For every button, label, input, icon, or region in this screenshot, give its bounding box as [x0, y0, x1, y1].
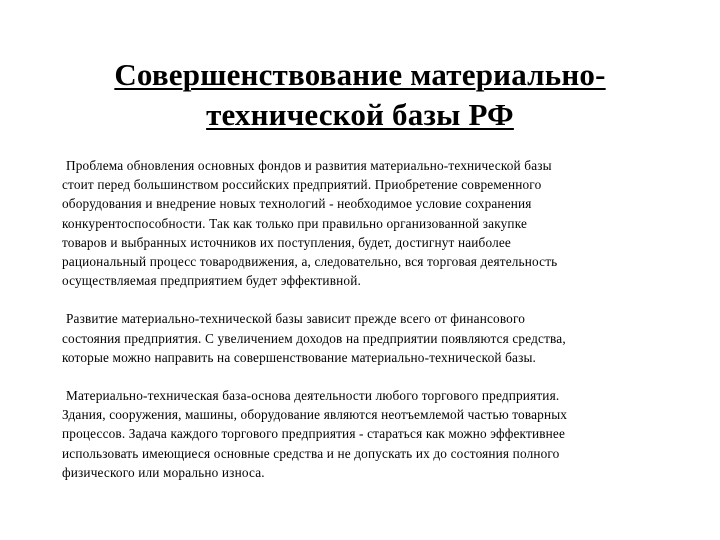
paragraph-line: процессов. Задача каждого торгового предприятия - стараться как можно эффективнее: [62, 426, 566, 442]
slide-title-line-1: Совершенствование материально-: [114, 57, 606, 92]
slide-title-line-2: технической базы РФ: [206, 97, 514, 132]
paragraph-line: оборудования и внедрение новых технологий - необходимое условие сохранения: [62, 196, 532, 212]
paragraph-line: осуществляемая предприятием будет эффективной.: [62, 273, 361, 289]
paragraph-line: Материально-техническая база-основа деятельности любого торгового предприятия.: [66, 388, 560, 404]
paragraph-line: Развитие материально-технической базы зависит прежде всего от финансового: [66, 311, 526, 327]
slide-title: [40, 55, 680, 135]
paragraph-line: состояния предприятия. С увеличением доходов на предприятии появляются средства,: [62, 330, 566, 346]
paragraph-line: которые можно направить на совершенствование материально-технической базы.: [62, 349, 537, 365]
paragraph-line: использовать имеющиеся основные средства и не допускать их до состояния полного: [62, 445, 560, 461]
paragraph-line: Здания, сооружения, машины, оборудование являются неотъемлемой частью товарных: [62, 407, 568, 423]
paragraph-line: конкурентоспособности. Так как только при правильно организованной закупке: [62, 215, 528, 231]
paragraph-3: [62, 386, 668, 482]
paragraph-1: [62, 156, 668, 290]
slide-body: [62, 156, 668, 501]
paragraph-line: товаров и выбранных источников их поступления, будет, достигнут наиболее: [62, 234, 511, 250]
paragraph-line: физического или морально износа.: [62, 464, 265, 480]
paragraph-line: рациональный процесс товародвижения, а, следовательно, вся торговая деятельность: [62, 254, 558, 270]
paragraph-line: стоит перед большинством российских предприятий. Приобретение современного: [62, 177, 542, 193]
paragraph-2: [62, 309, 668, 367]
paragraph-line: Проблема обновления основных фондов и развития материально-технической базы: [66, 158, 552, 173]
